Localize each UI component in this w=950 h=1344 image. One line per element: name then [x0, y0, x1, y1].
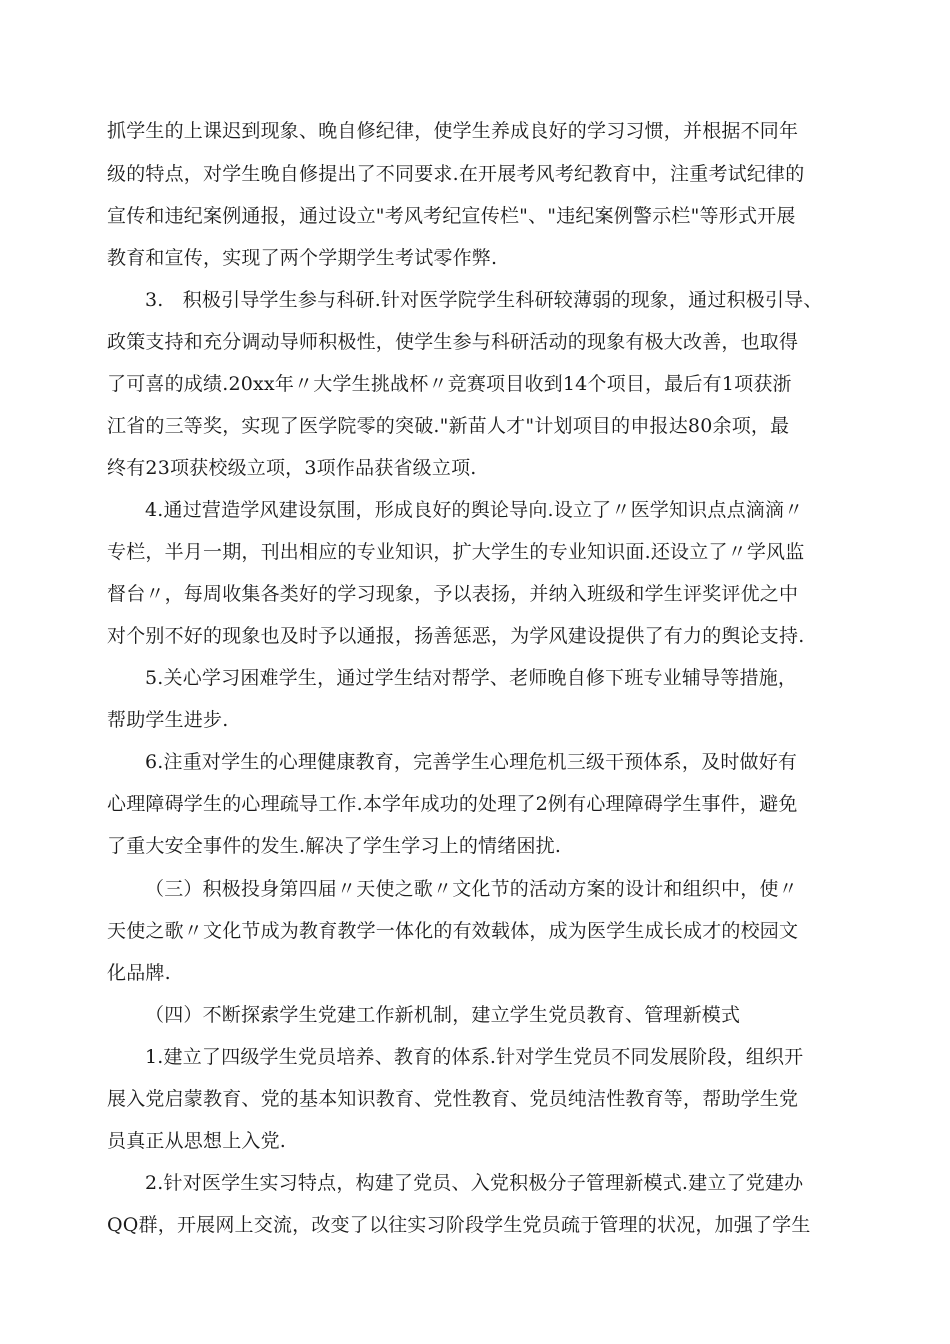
text-line: 心理障碍学生的心理疏导工作.本学年成功的处理了2例有心理障碍学生事件，避免 [107, 793, 798, 815]
text-line: 展入党启蒙教育、党的基本知识教育、党性教育、党员纯洁性教育等，帮助学生党 [107, 1088, 799, 1110]
text-line: 5.关心学习困难学生，通过学生结对帮学、老师晚自修下班专业辅导等措施， [145, 667, 798, 689]
text-line: 天使之歌〃文化节成为教育教学一体化的有效载体，成为医学生成长成才的校园文 [107, 920, 799, 942]
text-line: 政策支持和充分调动导师积极性，使学生参与科研活动的现象有极大改善，也取得 [107, 331, 799, 353]
text-line: 督台〃，每周收集各类好的学习现象，予以表扬，并纳入班级和学生评奖评优之中 [107, 583, 799, 605]
text-line: 专栏，半月一期，刊出相应的专业知识，扩大学生的专业知识面.还设立了〃学风监 [107, 541, 805, 563]
text-line: 教育和宣传，实现了两个学期学生考试零作弊. [107, 247, 498, 269]
text-line: 帮助学生进步. [107, 709, 229, 731]
text-line: 员真正从思想上入党. [107, 1130, 287, 1152]
text-line: 6.注重对学生的心理健康教育，完善学生心理危机三级干预体系，及时做好有 [145, 751, 798, 773]
text-line: 化品牌. [107, 962, 171, 984]
text-line: 4.通过营造学风建设氛围，形成良好的舆论导向.设立了〃医学知识点点滴滴〃 [145, 499, 804, 521]
text-line: 对个别不好的现象也及时予以通报，扬善惩恶，为学风建设提供了有力的舆论支持. [107, 625, 805, 647]
text-line: 了可喜的成绩.20xx年〃大学生挑战杯〃竞赛项目收到14个项目，最后有1项获浙 [107, 373, 792, 395]
text-line: 3. 积极引导学生参与科研.针对医学院学生科研较薄弱的现象，通过积极引导、 [145, 289, 823, 311]
text-line: 抓学生的上课迟到现象、晚自修纪律，使学生养成良好的学习习惯，并根据不同年 [107, 120, 799, 142]
text-line: 了重大安全事件的发生.解决了学生学习上的情绪困扰. [107, 835, 562, 857]
text-line: 终有23项获校级立项，3项作品获省级立项. [107, 457, 477, 479]
text-line: 1.建立了四级学生党员培养、教育的体系.针对学生党员不同发展阶段，组织开 [145, 1046, 804, 1068]
text-line: （三）积极投身第四届〃天使之歌〃文化节的活动方案的设计和组织中，使〃 [145, 878, 798, 900]
text-line: （四）不断探索学生党建工作新机制，建立学生党员教育、管理新模式 [145, 1004, 741, 1026]
text-line: 宣传和违纪案例通报，通过设立"考风考纪宣传栏"、"违纪案例警示栏"等形式开展 [107, 205, 796, 227]
text-line: QQ群，开展网上交流，改变了以往实习阶段学生党员疏于管理的状况，加强了学生 [107, 1214, 811, 1236]
text-line: 级的特点，对学生晚自修提出了不同要求.在开展考风考纪教育中，注重考试纪律的 [107, 163, 805, 185]
text-line: 2.针对医学生实习特点，构建了党员、入党积极分子管理新模式.建立了党建办 [145, 1172, 804, 1194]
text-line: 江省的三等奖，实现了医学院零的突破."新苗人才"计划项目的申报达80余项，最 [107, 415, 790, 437]
